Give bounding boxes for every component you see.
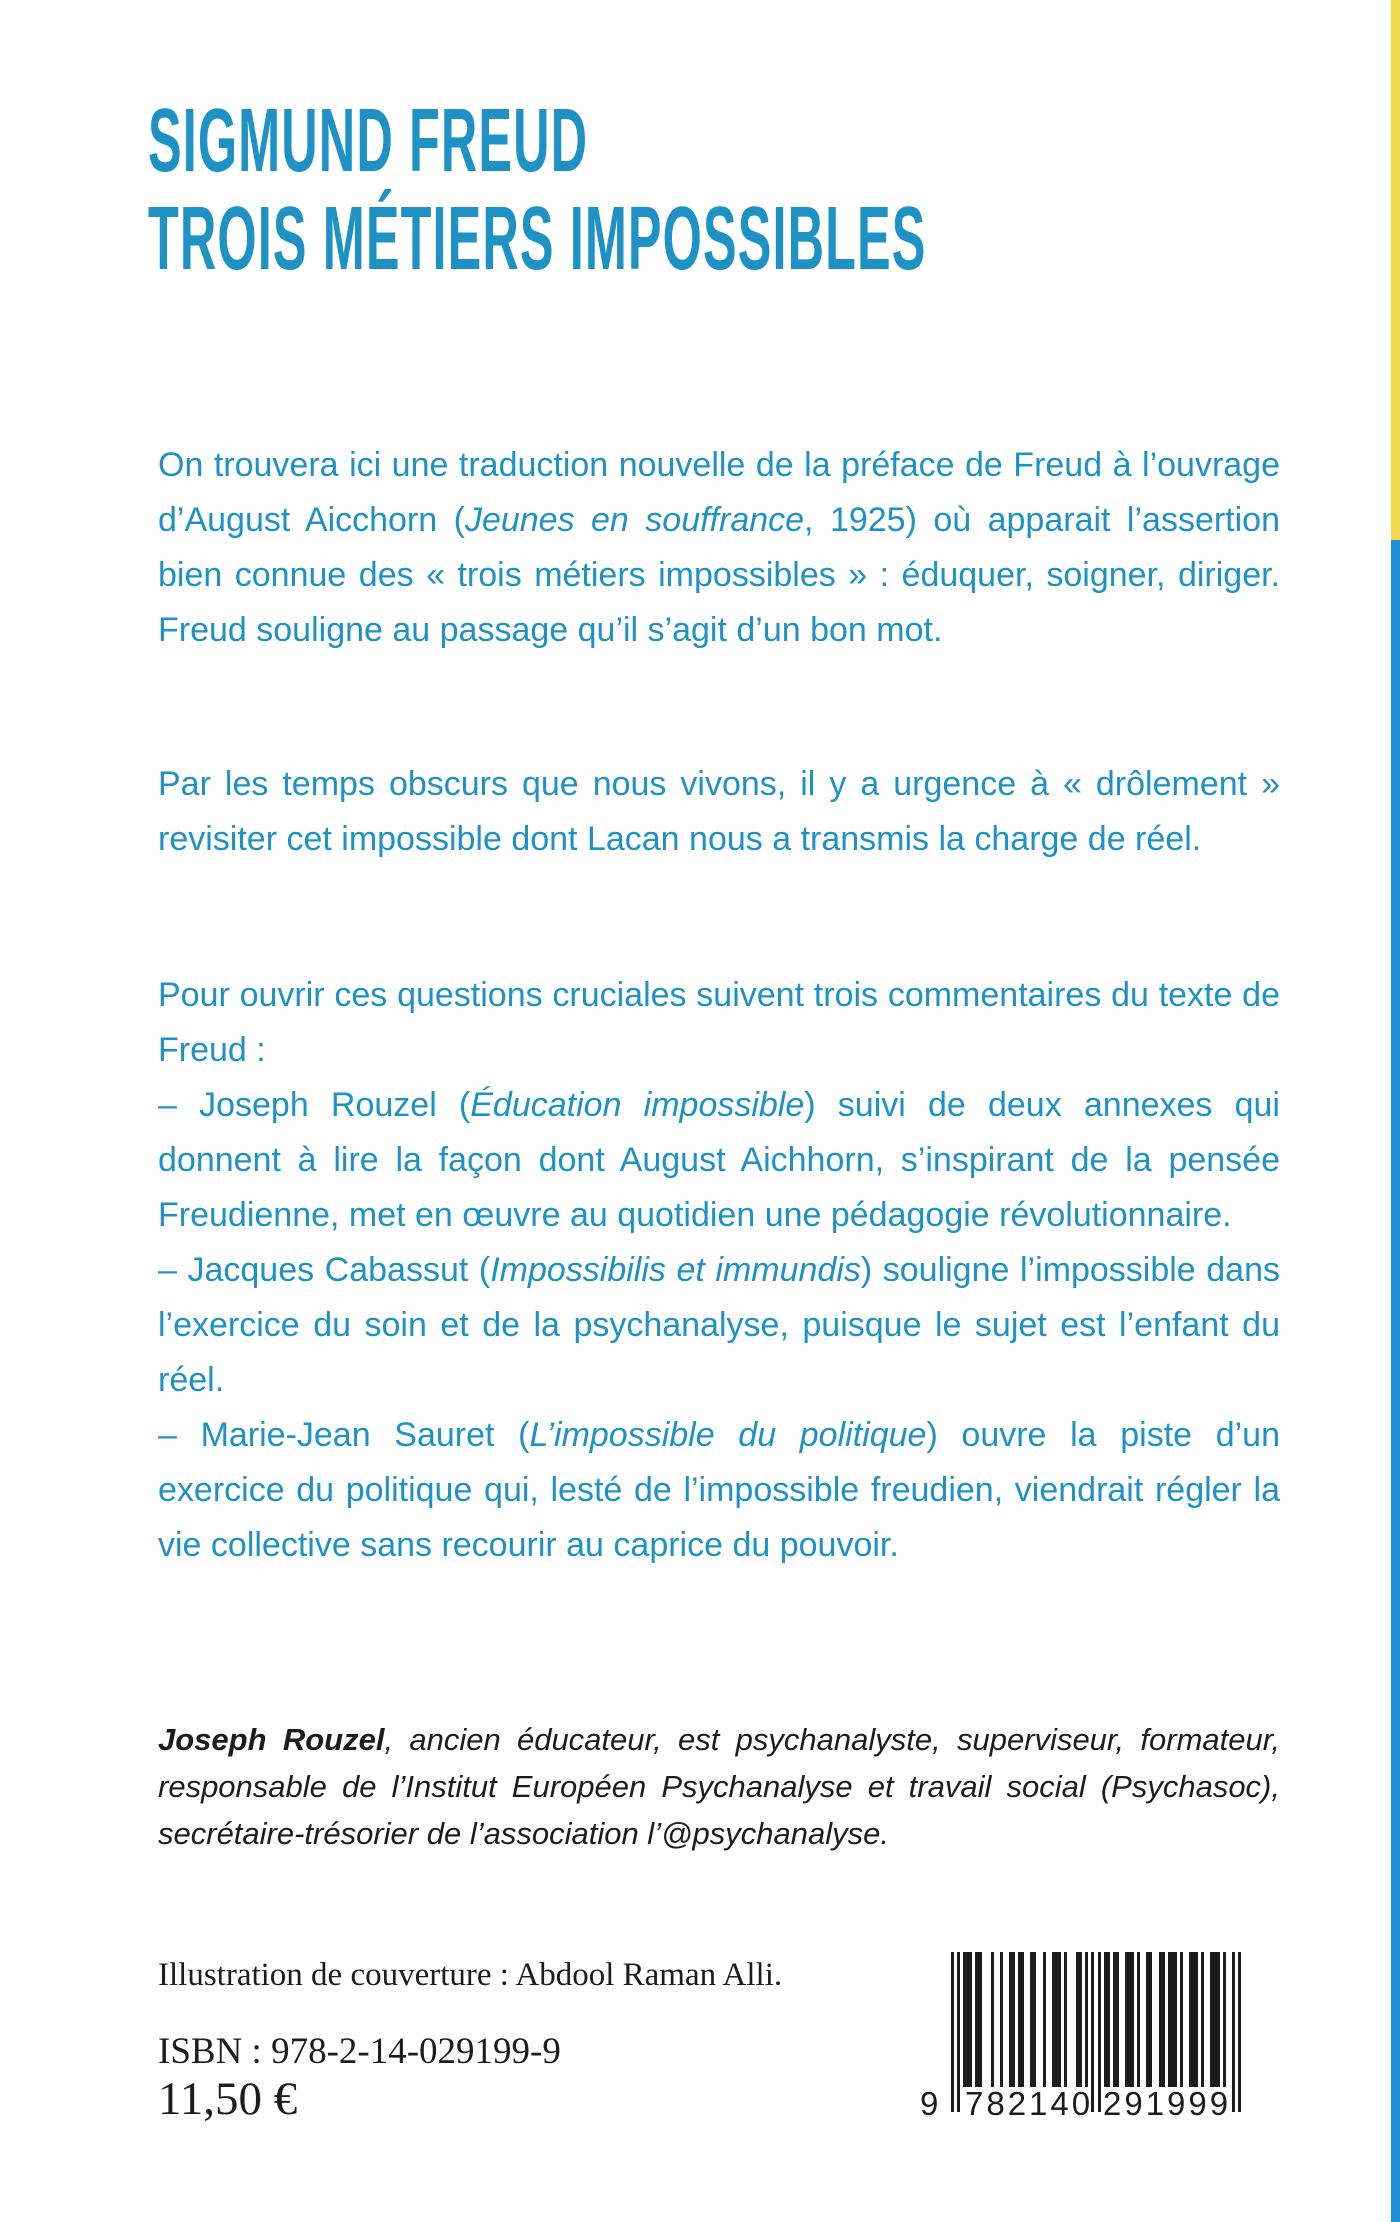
barcode-bar	[963, 1952, 972, 2087]
barcode-bar	[1076, 1952, 1082, 2087]
edge-strip-blue	[1391, 540, 1400, 2222]
text-segment: – Jacques Cabassut (	[158, 1251, 491, 1289]
barcode-bar	[1146, 1952, 1152, 2087]
barcode-bar	[1085, 1952, 1088, 2087]
barcode-bar	[1125, 1952, 1134, 2087]
barcode-bar	[1180, 1952, 1183, 2087]
text-segment: ) souligne l’impossible dans l’exercice du soin et de la psychanalyse, puisque le sujet est l’enfant du réel.	[158, 1251, 1280, 1399]
barcode-bar	[1030, 1952, 1036, 2087]
book-title: TROIS MÉTIERS IMPOSSIBLES	[148, 189, 927, 289]
edge-strip-yellow	[1391, 0, 1400, 540]
synopsis-block-intro	[158, 438, 1280, 658]
barcode-bar	[957, 1952, 960, 2112]
barcode-bar	[1098, 1952, 1101, 2112]
barcode-bar	[1113, 1952, 1119, 2087]
paragraph	[158, 1078, 1280, 1243]
illustration-credit: Illustration de couverture : Abdool Raman Alli.	[158, 1957, 783, 1993]
paragraph	[158, 1243, 1280, 1408]
text-segment: Par les temps obscurs que nous vivons, il y a urgence à « drôlement » revisiter cet impossible dont Lacan nous a transmis la charge de réel.	[158, 765, 1280, 858]
paragraph	[158, 1408, 1280, 1573]
text-segment: Pour ouvrir ces questions cruciales suivent trois commentaires du texte de Freud :	[158, 976, 1280, 1069]
barcode-bar	[1064, 1952, 1067, 2087]
author-bio	[158, 1716, 1280, 1857]
barcode-bar	[1210, 1952, 1219, 2087]
text-segment: L’impossible du politique	[529, 1416, 927, 1454]
text-segment: Impossibilis et immundis	[490, 1251, 861, 1289]
barcode-bar	[1238, 1952, 1241, 2112]
barcode-bar	[1232, 1952, 1235, 2112]
text-segment: On trouvera ici une traduction nouvelle de la préface de Freud à l’ouvrage d’August Aicchorn (	[158, 446, 1280, 539]
barcode-digits-group1: 782140	[965, 2085, 1094, 2122]
barcode-bar	[951, 1952, 954, 2112]
barcode-bar	[1189, 1952, 1198, 2087]
barcode-bar	[1223, 1952, 1226, 2087]
barcode-bar	[1043, 1952, 1046, 2087]
barcode-bar	[1009, 1952, 1015, 2087]
text-segment: Joseph Rouzel	[158, 1722, 385, 1757]
barcode-bar	[1018, 1952, 1024, 2087]
text-segment: ) suivi de deux annexes qui donnent à lire la façon dont August Aichhorn, s’inspirant de la pensée Freudienne, met en œuvre au quotidien une pédagogie révolutionnaire.	[158, 1086, 1280, 1234]
text-segment: – Joseph Rouzel (	[158, 1086, 471, 1124]
barcode-bar	[1000, 1952, 1003, 2087]
barcode-bar	[991, 1952, 994, 2087]
text-segment: – Marie-Jean Sauret (	[158, 1416, 530, 1454]
paragraph	[158, 438, 1280, 658]
paragraph	[158, 968, 1280, 1078]
paragraph	[158, 757, 1280, 867]
barcode-bar	[975, 1952, 981, 2087]
synopsis-block-commentaries	[158, 968, 1280, 1573]
barcode-bar	[1052, 1952, 1061, 2087]
text-segment: , 1925) où apparait l’assertion bien connue des « trois métiers impossibles » : éduquer, soigner, diriger. Freud souligne au passage qu’il s’agit d’un bon mot.	[158, 501, 1280, 649]
text-segment: ) ouvre la piste d’un exercice du politique qui, lesté de l’impossible freudien, viendrait régler la vie collective sans recourir au caprice du pouvoir.	[158, 1416, 1280, 1564]
barcode-bar	[1104, 1952, 1110, 2087]
barcode-bar	[1159, 1952, 1165, 2087]
barcode-bar	[1137, 1952, 1140, 2087]
author-name: SIGMUND FREUD	[148, 91, 589, 191]
synopsis-block-context	[158, 757, 1280, 867]
isbn-text: ISBN : 978-2-14-029199-9	[158, 2031, 561, 2072]
text-segment: Jeunes en souffrance	[464, 501, 805, 539]
text-segment: Éducation impossible	[470, 1086, 805, 1124]
barcode-bar	[1168, 1952, 1177, 2087]
text-segment: , ancien éducateur, est psychanalyste, superviseur, formateur, responsable de l’Institut Européen Psychanalyse et travail social (Psychasoc), secrétaire-trésorier de l’association l’@psychanalyse.	[158, 1722, 1280, 1851]
barcode-digit-first: 9	[920, 2085, 942, 2122]
barcode-bar	[1201, 1952, 1204, 2087]
price-text: 11,50 €	[158, 2073, 298, 2125]
paragraph	[158, 1716, 1280, 1857]
ean13-barcode	[920, 1952, 1241, 2124]
barcode-digits-group2: 291999	[1103, 2085, 1232, 2122]
